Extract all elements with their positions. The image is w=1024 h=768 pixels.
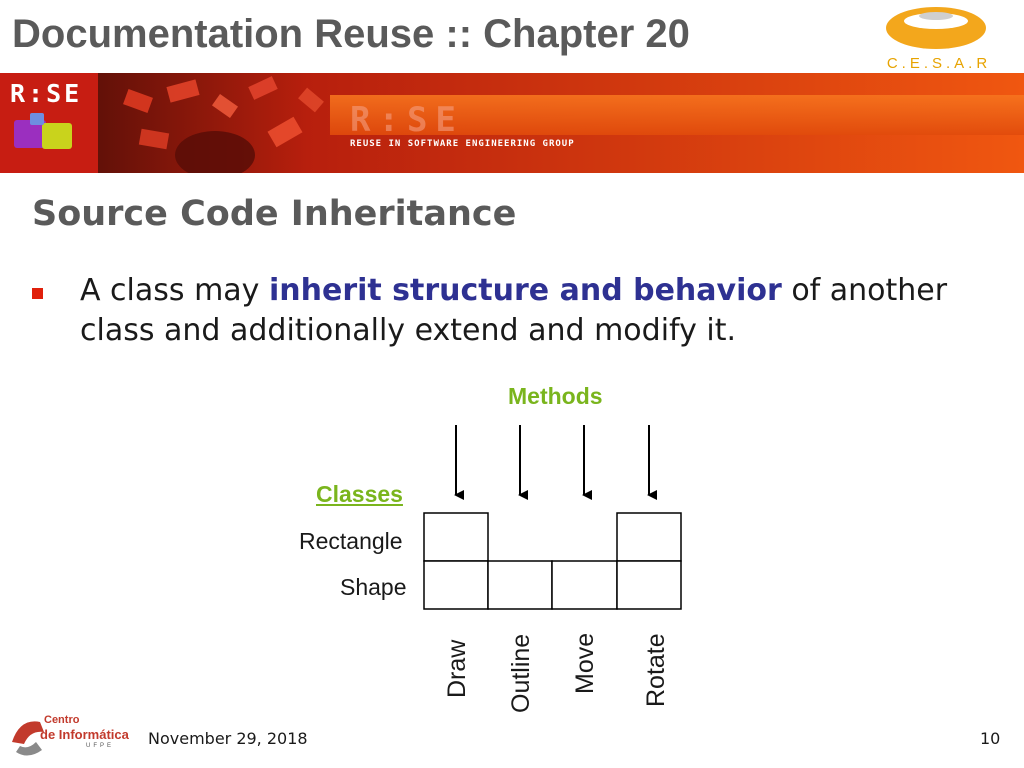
cin-logo-text-2: de Informática — [40, 727, 129, 742]
row-label-shape: Shape — [340, 574, 407, 600]
slide-title: Documentation Reuse :: Chapter 20 — [12, 12, 690, 56]
method-label-move: Move — [571, 632, 599, 694]
cell-rectangle-draw — [424, 513, 488, 561]
section-heading: Source Code Inheritance — [32, 194, 517, 234]
row-label-rectangle: Rectangle — [299, 528, 403, 554]
method-label-draw: Draw — [443, 639, 471, 698]
bullet-text-before: A class may — [80, 273, 269, 308]
page-number: 10 — [980, 729, 1001, 748]
cell-rectangle-rotate — [617, 513, 681, 561]
methods-label: Methods — [508, 383, 603, 409]
cesar-logo-text: C.E.S.A.R — [886, 55, 992, 72]
method-label-outline: Outline — [507, 633, 535, 713]
banner-tagline: REUSE IN SOFTWARE ENGINEERING GROUP — [350, 139, 575, 149]
rise-logo: R:SE — [10, 79, 83, 108]
rise-watermark: R:SE — [350, 100, 464, 140]
classes-label: Classes — [316, 481, 403, 507]
bullet-text-after: of another class and additionally extend and modify it. — [80, 273, 948, 348]
bullet-text-emphasis: inherit structure and behavior — [268, 273, 782, 308]
method-label-rotate: Rotate — [642, 633, 670, 707]
cell-shape-move — [552, 561, 617, 609]
cin-logo-text-3: UFPE — [86, 743, 115, 749]
cell-shape-outline — [488, 561, 552, 609]
cin-logo-text-1: Centro — [44, 714, 80, 726]
footer-date: November 29, 2018 — [148, 729, 308, 748]
cell-shape-draw — [424, 561, 488, 609]
cell-shape-rotate — [617, 561, 681, 609]
